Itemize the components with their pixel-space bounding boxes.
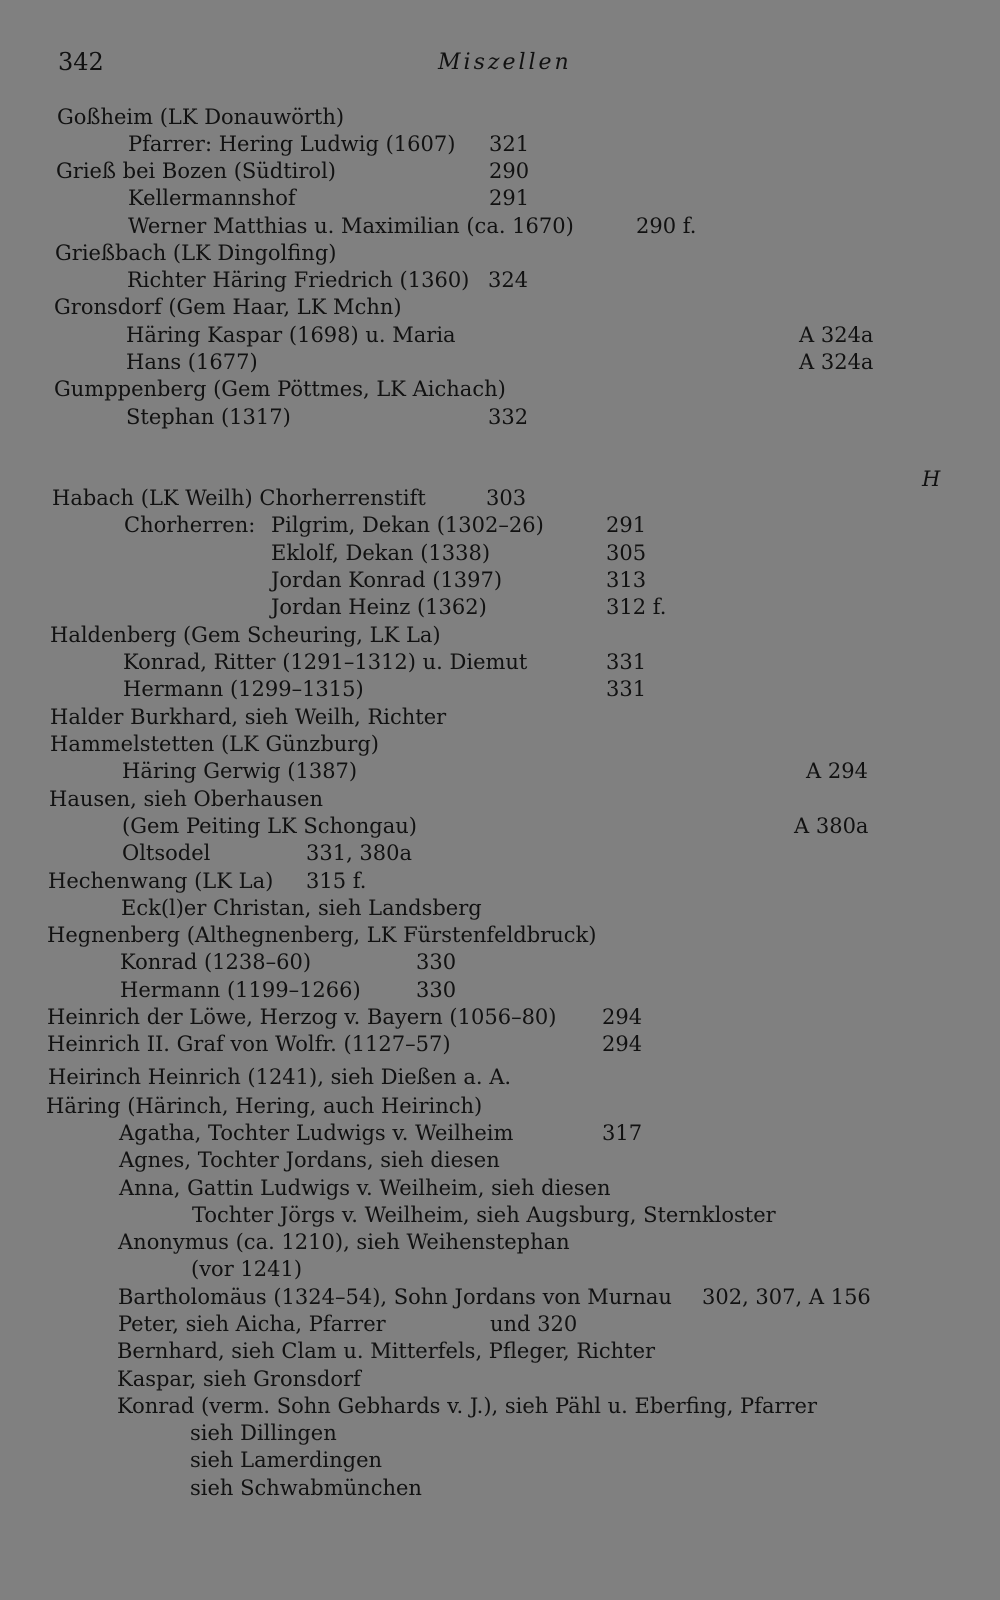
index-entry-page-ref: 331 [606, 677, 647, 701]
index-entry-text: Häring (Härinch, Hering, auch Heirinch) [46, 1094, 483, 1118]
index-entry-text: Konrad (verm. Sohn Gebhards v. J.), sieh Pähl u. Eberfing, Pfarrer [117, 1394, 818, 1418]
index-entry-text: Kaspar, sieh Gronsdorf [117, 1367, 361, 1391]
index-entry-text: Gumppenberg (Gem Pöttmes, LK Aichach) [54, 377, 506, 401]
index-entry-page-ref: 291 [606, 513, 647, 537]
index-entry-text: Häring Kaspar (1698) u. Maria [126, 323, 456, 347]
index-entry-text: Grieß bei Bozen (Südtirol) [56, 159, 336, 183]
index-entry-text: Richter Häring Friedrich (1360) [127, 268, 470, 292]
index-entry-text: Bernhard, sieh Clam u. Mitterfels, Pfleger, Richter [117, 1339, 656, 1363]
index-entry-text: Eck(l)er Christan, sieh Landsberg [121, 896, 482, 920]
index-entry-text: Pilgrim, Dekan (1302–26) [271, 513, 544, 537]
index-entry-text: Häring Gerwig (1387) [122, 759, 358, 783]
index-entry-text: Habach (LK Weilh) Chorherrenstift [52, 486, 426, 510]
index-entry-text: (Gem Peiting LK Schongau) [122, 814, 417, 838]
index-entry-page-ref: 302, 307, A 156 [702, 1285, 871, 1309]
index-entry-text: Bartholomäus (1324–54), Sohn Jordans von Murnau [118, 1285, 672, 1309]
index-entry-text: Anonymus (ca. 1210), sieh Weihenstephan [118, 1230, 570, 1254]
index-entry-page-ref: 294 [602, 1005, 643, 1029]
index-entry-page-ref: 291 [489, 186, 530, 210]
index-entry-page-ref: 330 [416, 978, 457, 1002]
index-entry-page-ref: 290 [489, 159, 530, 183]
index-entry-text: Eklolf, Dekan (1338) [271, 541, 491, 565]
index-entry-text: Agatha, Tochter Ludwigs v. Weilheim [119, 1121, 514, 1145]
index-entry-text: (vor 1241) [191, 1257, 303, 1281]
index-entry-text: Konrad (1238–60) [120, 950, 312, 974]
index-entry-page-ref: 290 f. [636, 214, 697, 238]
index-entry-text: Hermann (1299–1315) [123, 677, 364, 701]
index-entry-text: Grießbach (LK Dingolfing) [55, 241, 337, 265]
index-entry-text: Jordan Konrad (1397) [271, 568, 503, 592]
index-entry-text: Hechenwang (LK La) [48, 869, 274, 893]
index-entry-text: Hegnenberg (Althegnenberg, LK Fürstenfeldbruck) [47, 923, 597, 947]
index-entry-text: Heinrich II. Graf von Wolfr. (1127–57) [47, 1032, 451, 1056]
index-entry-text: Stephan (1317) [126, 405, 291, 429]
index-entry-page-ref: 332 [488, 405, 529, 429]
index-entry-page-ref: 294 [602, 1032, 643, 1056]
index-entry-text: Hammelstetten (LK Günzburg) [50, 732, 379, 756]
index-entry-page-ref: 321 [489, 132, 530, 156]
index-entry-page-ref: 305 [606, 541, 647, 565]
index-entry-page-ref: 331, 380a [306, 841, 413, 865]
index-entry-text: Hermann (1199–1266) [120, 978, 361, 1002]
section-letter: H [922, 467, 941, 491]
index-entry-text: Werner Matthias u. Maximilian (ca. 1670) [128, 214, 574, 238]
index-entry-text: Haldenberg (Gem Scheuring, LK La) [50, 623, 441, 647]
index-entry-text: sieh Lamerdingen [190, 1448, 383, 1472]
index-entry-text: Goßheim (LK Donauwörth) [57, 105, 345, 129]
page-number: 342 [58, 48, 104, 76]
index-entry-text: Hausen, sieh Oberhausen [49, 787, 323, 811]
index-entry-text: sieh Dillingen [190, 1421, 337, 1445]
index-entry-page-ref: 324 [488, 268, 529, 292]
index-entry-page-ref: 312 f. [606, 595, 667, 619]
index-entry-text: sieh Schwabmünchen [190, 1476, 422, 1500]
index-entry-text: Anna, Gattin Ludwigs v. Weilheim, sieh diesen [119, 1176, 611, 1200]
index-entry-text: Gronsdorf (Gem Haar, LK Mchn) [54, 295, 402, 319]
index-entry-text: Kellermannshof [128, 186, 296, 210]
index-entry-page-ref: 303 [486, 486, 527, 510]
index-entry-page-ref: 317 [602, 1121, 643, 1145]
index-entry-text: Konrad, Ritter (1291–1312) u. Diemut [123, 650, 528, 674]
index-entry-text: Heirinch Heinrich (1241), sieh Dießen a. A. [48, 1065, 512, 1089]
index-entry-text: Hans (1677) [126, 350, 258, 374]
index-entry-text: Pfarrer: Hering Ludwig (1607) [128, 132, 456, 156]
index-entry-text: Peter, sieh Aicha, Pfarrer [118, 1312, 386, 1336]
running-title: Miszellen [438, 50, 572, 75]
index-entry-page-ref: und 320 [490, 1312, 578, 1336]
index-entry-page-ref: 331 [606, 650, 647, 674]
index-entry-page-ref: 330 [416, 950, 457, 974]
index-entry-page-ref: 315 f. [306, 869, 367, 893]
index-entry-text: Agnes, Tochter Jordans, sieh diesen [119, 1148, 500, 1172]
index-entry-text: Chorherren: [124, 513, 256, 537]
index-entry-appendix-ref: A 380a [794, 814, 869, 838]
index-entry-page-ref: 313 [606, 568, 647, 592]
index-entry-text: Halder Burkhard, sieh Weilh, Richter [50, 705, 447, 729]
index-entry-appendix-ref: A 294 [806, 759, 868, 783]
index-entry-appendix-ref: A 324a [799, 350, 874, 374]
index-entry-text: Tochter Jörgs v. Weilheim, sieh Augsburg, Sternkloster [192, 1203, 776, 1227]
index-entry-appendix-ref: A 324a [799, 323, 874, 347]
index-entry-text: Heinrich der Löwe, Herzog v. Bayern (1056–80) [47, 1005, 557, 1029]
index-entry-text: Oltsodel [122, 841, 211, 865]
index-entry-text: Jordan Heinz (1362) [271, 595, 487, 619]
